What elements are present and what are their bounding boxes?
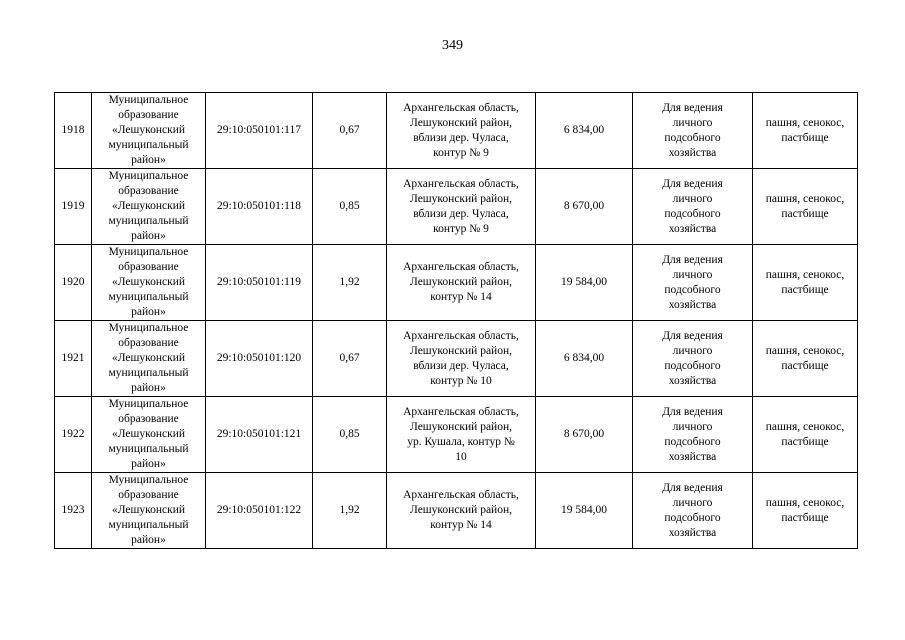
owner-line: район» — [131, 154, 166, 166]
area-cell: 1,92 — [313, 245, 387, 321]
owner-line: Муниципальное — [108, 246, 189, 258]
land-type-line: пастбище — [781, 283, 829, 296]
cadastral-number-cell: 29:10:050101:117 — [206, 93, 313, 169]
owner-line: район» — [131, 534, 166, 546]
row-number-cell: 1920 — [55, 245, 92, 321]
cadastral-number-cell: 29:10:050101:119 — [206, 245, 313, 321]
purpose-line: подсобного — [664, 131, 721, 144]
row-number-cell: 1921 — [55, 321, 92, 397]
land-type-cell — [753, 93, 858, 169]
purpose-line: Для ведения — [662, 405, 723, 418]
cadastral-number-cell: 29:10:050101:118 — [206, 169, 313, 245]
land-registry-table — [54, 92, 858, 549]
owner-line: район» — [131, 230, 166, 242]
owner-line: Муниципальное — [108, 170, 189, 182]
land-type-line: пашня, сенокос, — [765, 496, 845, 509]
location-line: контур № 14 — [430, 519, 492, 531]
row-number-cell: 1919 — [55, 169, 92, 245]
owner-line: образование — [118, 337, 179, 349]
purpose-line: личного — [672, 192, 713, 205]
row-number-cell: 1923 — [55, 473, 92, 549]
location-line: вблизи дер. Чуласа, — [413, 207, 509, 220]
owner-cell — [92, 397, 206, 473]
owner-line: муниципальный — [108, 519, 189, 531]
purpose-line: Для ведения — [662, 253, 723, 266]
land-type-line: пастбище — [781, 207, 829, 220]
land-type-cell — [753, 397, 858, 473]
owner-line: «Лешуконский — [111, 124, 186, 136]
owner-line: Муниципальное — [108, 94, 189, 106]
purpose-cell — [633, 169, 753, 245]
owner-line: «Лешуконский — [111, 200, 186, 212]
table-body — [55, 93, 858, 549]
purpose-cell — [633, 473, 753, 549]
purpose-line: хозяйства — [668, 450, 717, 463]
owner-line: образование — [118, 185, 179, 197]
cadastral-number-cell: 29:10:050101:120 — [206, 321, 313, 397]
owner-line: образование — [118, 261, 179, 273]
location-line: Лешуконский район, — [409, 276, 512, 288]
location-line: контур № 9 — [433, 146, 489, 159]
owner-line: район» — [131, 306, 166, 318]
area-cell: 0,85 — [313, 169, 387, 245]
purpose-line: личного — [672, 420, 713, 433]
location-line: контур № 14 — [430, 291, 492, 303]
purpose-line: подсобного — [664, 207, 721, 220]
land-type-line: пашня, сенокос, — [765, 268, 845, 281]
purpose-line: подсобного — [664, 283, 721, 296]
row-number-cell: 1918 — [55, 93, 92, 169]
purpose-line: Для ведения — [662, 177, 723, 190]
location-line: контур № 10 — [430, 374, 492, 387]
owner-line: муниципальный — [108, 291, 189, 303]
row-number-cell: 1922 — [55, 397, 92, 473]
area-cell: 0,67 — [313, 93, 387, 169]
owner-cell — [92, 473, 206, 549]
table-row — [55, 245, 858, 321]
price-cell: 6 834,00 — [536, 321, 633, 397]
owner-line: образование — [118, 489, 179, 501]
location-cell — [387, 169, 536, 245]
location-cell — [387, 93, 536, 169]
land-type-line: пастбище — [781, 511, 829, 524]
owner-line: «Лешуконский — [111, 504, 186, 516]
price-cell: 8 670,00 — [536, 397, 633, 473]
location-line: Архангельская область, — [403, 101, 519, 114]
area-cell: 0,67 — [313, 321, 387, 397]
location-line: Архангельская область, — [403, 329, 519, 342]
land-type-line: пашня, сенокос, — [765, 420, 845, 433]
land-type-cell — [753, 169, 858, 245]
location-line: Архангельская область, — [403, 261, 519, 273]
price-cell: 8 670,00 — [536, 169, 633, 245]
purpose-line: личного — [672, 116, 713, 129]
location-line: ур. Кушала, контур № — [407, 435, 515, 448]
page-number: 349 — [442, 38, 463, 53]
land-type-cell — [753, 321, 858, 397]
land-type-line: пастбище — [781, 131, 829, 144]
location-line: Архангельская область, — [403, 177, 519, 190]
owner-line: район» — [131, 382, 166, 394]
owner-cell — [92, 245, 206, 321]
owner-line: «Лешуконский — [111, 352, 186, 364]
location-line: вблизи дер. Чуласа, — [413, 131, 509, 144]
purpose-line: Для ведения — [662, 481, 723, 494]
owner-line: «Лешуконский — [111, 276, 186, 288]
location-line: контур № 9 — [433, 222, 489, 235]
owner-line: Муниципальное — [108, 398, 189, 410]
owner-line: «Лешуконский — [111, 428, 186, 440]
purpose-line: подсобного — [664, 511, 721, 524]
owner-line: Муниципальное — [108, 474, 189, 486]
location-line: Архангельская область, — [403, 489, 519, 501]
owner-line: муниципальный — [108, 139, 189, 151]
purpose-line: подсобного — [664, 435, 721, 448]
purpose-line: личного — [672, 496, 713, 509]
location-line: 10 — [455, 450, 467, 463]
purpose-line: хозяйства — [668, 146, 717, 159]
price-cell: 19 584,00 — [536, 245, 633, 321]
location-line: Лешуконский район, — [409, 344, 512, 357]
owner-line: Муниципальное — [108, 322, 189, 334]
table-row — [55, 169, 858, 245]
land-type-cell — [753, 473, 858, 549]
location-line: Лешуконский район, — [409, 192, 512, 205]
location-line: Архангельская область, — [403, 405, 519, 418]
owner-line: район» — [131, 458, 166, 470]
land-type-line: пашня, сенокос, — [765, 192, 845, 205]
location-cell — [387, 245, 536, 321]
owner-line: муниципальный — [108, 443, 189, 455]
location-line: Лешуконский район, — [409, 504, 512, 516]
area-cell: 0,85 — [313, 397, 387, 473]
land-type-line: пастбище — [781, 435, 829, 448]
purpose-cell — [633, 245, 753, 321]
owner-line: муниципальный — [108, 367, 189, 379]
land-type-cell — [753, 245, 858, 321]
location-line: Лешуконский район, — [409, 420, 512, 433]
purpose-line: хозяйства — [668, 222, 717, 235]
table-row — [55, 93, 858, 169]
location-line: вблизи дер. Чуласа, — [413, 359, 509, 372]
purpose-cell — [633, 397, 753, 473]
price-cell: 19 584,00 — [536, 473, 633, 549]
owner-line: образование — [118, 109, 179, 121]
land-type-line: пастбище — [781, 359, 829, 372]
cadastral-number-cell: 29:10:050101:122 — [206, 473, 313, 549]
table-row — [55, 473, 858, 549]
purpose-line: личного — [672, 268, 713, 281]
land-type-line: пашня, сенокос, — [765, 116, 845, 129]
cadastral-number-cell: 29:10:050101:121 — [206, 397, 313, 473]
location-cell — [387, 321, 536, 397]
purpose-line: хозяйства — [668, 374, 717, 387]
land-type-line: пашня, сенокос, — [765, 344, 845, 357]
location-cell — [387, 397, 536, 473]
price-cell: 6 834,00 — [536, 93, 633, 169]
area-cell: 1,92 — [313, 473, 387, 549]
purpose-line: хозяйства — [668, 526, 717, 539]
owner-line: образование — [118, 413, 179, 425]
purpose-line: Для ведения — [662, 329, 723, 342]
purpose-line: подсобного — [664, 359, 721, 372]
purpose-line: личного — [672, 344, 713, 357]
purpose-line: хозяйства — [668, 298, 717, 311]
purpose-cell — [633, 93, 753, 169]
location-cell — [387, 473, 536, 549]
owner-cell — [92, 169, 206, 245]
owner-cell — [92, 93, 206, 169]
table-row — [55, 321, 858, 397]
location-line: Лешуконский район, — [409, 116, 512, 129]
owner-cell — [92, 321, 206, 397]
owner-line: муниципальный — [108, 215, 189, 227]
purpose-line: Для ведения — [662, 101, 723, 114]
table-row — [55, 397, 858, 473]
purpose-cell — [633, 321, 753, 397]
